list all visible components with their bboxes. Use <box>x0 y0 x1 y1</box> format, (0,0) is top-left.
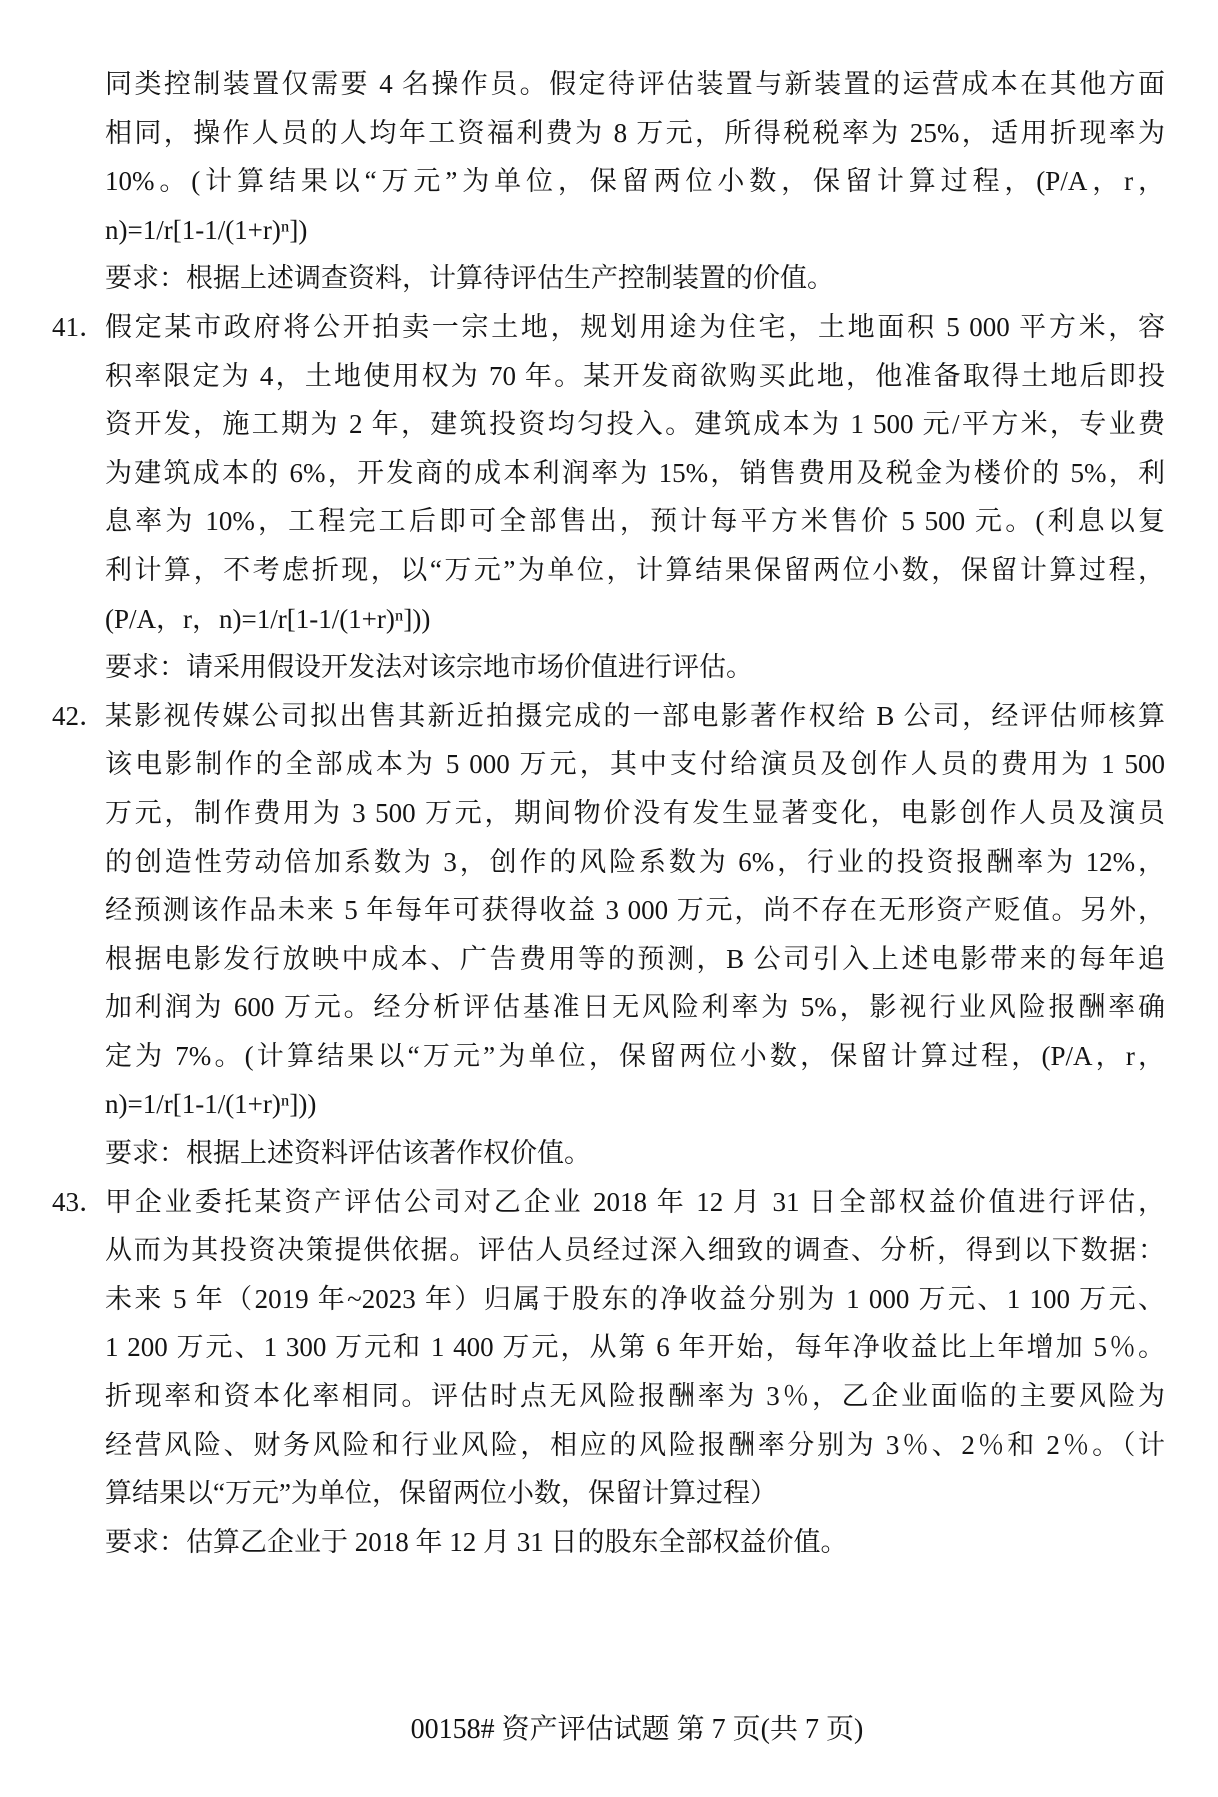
question-number: 42． <box>52 700 106 731</box>
requirement-line: 要求：请采用假设开发法对该宗地市场价值进行评估。 <box>105 652 753 683</box>
text-line: 同类控制装置仅需要 4 名操作员。假定待评估装置与新装置的运营成本在其他方面 <box>105 69 1165 99</box>
question-42 <box>52 692 1165 1178</box>
question-41 <box>52 303 1165 692</box>
text-line: 甲企业委托某资产评估公司对乙企业 2018 年 12 月 31 日全部权益价值进行评估， <box>105 1186 1165 1217</box>
question-number: 41． <box>52 311 106 342</box>
text-line: 折现率和资本化率相同。评估时点无风险报酬率为 3％，乙企业面临的主要风险为 <box>105 1381 1165 1412</box>
formula-line: n)=1/r[1-1/(1+r)ⁿ])) <box>105 1089 317 1120</box>
text-line: 利计算，不考虑折现，以“万元”为单位，计算结果保留两位小数，保留计算过程， <box>105 554 1165 585</box>
text-line: 算结果以“万元”为单位，保留两位小数，保留计算过程） <box>105 1478 777 1509</box>
text-column <box>52 60 1165 1566</box>
text-line: 经营风险、财务风险和行业风险，相应的风险报酬率分别为 3％、2％和 2％。（计 <box>105 1429 1165 1460</box>
text-line: 加利润为 600 万元。经分析评估基准日无风险利率为 5%，影视行业风险报酬率确 <box>105 992 1165 1023</box>
text-line: 的创造性劳动倍加系数为 3，创作的风险系数为 6%，行业的投资报酬率为 12%， <box>105 846 1165 877</box>
text-line: 未来 5 年（2019 年~2023 年）归属于股东的净收益分别为 1 000 万元、1 100 万元、 <box>105 1283 1165 1314</box>
text-line: 息率为 10%，工程完工后即可全部售出，预计每平方米售价 5 500 元。(利息以复 <box>105 506 1165 537</box>
text-line: 从而为其投资决策提供依据。评估人员经过深入细致的调查、分析，得到以下数据： <box>105 1235 1165 1266</box>
text-line: 定为 7%。(计算结果以“万元”为单位，保留两位小数，保留计算过程，(P/A，r， <box>105 1040 1165 1071</box>
text-line: 为建筑成本的 6%，开发商的成本利润率为 15%，销售费用及税金为楼价的 5%，利 <box>105 457 1165 488</box>
text-line: 10%。(计算结果以“万元”为单位，保留两位小数，保留计算过程，(P/A，r， <box>105 166 1165 197</box>
text-line: 1 200 万元、1 300 万元和 1 400 万元，从第 6 年开始，每年净收益比上年增加 5％。 <box>105 1332 1165 1363</box>
page-footer: 00158# 资产评估试题 第 7 页(共 7 页) <box>410 1714 864 1745</box>
text-line: 积率限定为 4，土地使用权为 70 年。某开发商欲购买此地，他准备取得土地后即投 <box>105 360 1165 391</box>
question-40-continuation <box>105 60 1165 303</box>
text-line: 相同，操作人员的人均年工资福利费为 8 万元，所得税税率为 25%，适用折现率为 <box>105 117 1165 148</box>
requirement-line: 要求：根据上述资料评估该著作权价值。 <box>105 1138 591 1169</box>
requirement-line: 要求：根据上述调查资料，计算待评估生产控制装置的价值。 <box>105 263 834 294</box>
formula-line: (P/A，r，n)=1/r[1-1/(1+r)ⁿ])) <box>105 603 431 634</box>
question-number: 43． <box>52 1186 106 1217</box>
text-line: 资开发，施工期为 2 年，建筑投资均匀投入。建筑成本为 1 500 元/平方米，专业费 <box>105 409 1165 440</box>
formula-line: n)=1/r[1-1/(1+r)ⁿ]) <box>105 214 308 245</box>
text-line: 某影视传媒公司拟出售其新近拍摄完成的一部电影著作权给 B 公司，经评估师核算 <box>105 700 1165 731</box>
text-line: 万元，制作费用为 3 500 万元，期间物价没有发生显著变化，电影创作人员及演员 <box>105 797 1165 828</box>
text-line: 假定某市政府将公开拍卖一宗土地，规划用途为住宅，土地面积 5 000 平方米，容 <box>105 311 1165 342</box>
question-43 <box>52 1178 1165 1567</box>
text-line: 该电影制作的全部成本为 5 000 万元，其中支付给演员及创作人员的费用为 1 500 <box>105 749 1165 780</box>
text-line: 根据电影发行放映中成本、广告费用等的预测，B 公司引入上述电影带来的每年追 <box>105 943 1165 974</box>
text-line: 经预测该作品未来 5 年每年可获得收益 3 000 万元，尚不存在无形资产贬值。另外， <box>105 895 1165 926</box>
requirement-line: 要求：估算乙企业于 2018 年 12 月 31 日的股东全部权益价值。 <box>105 1526 848 1557</box>
